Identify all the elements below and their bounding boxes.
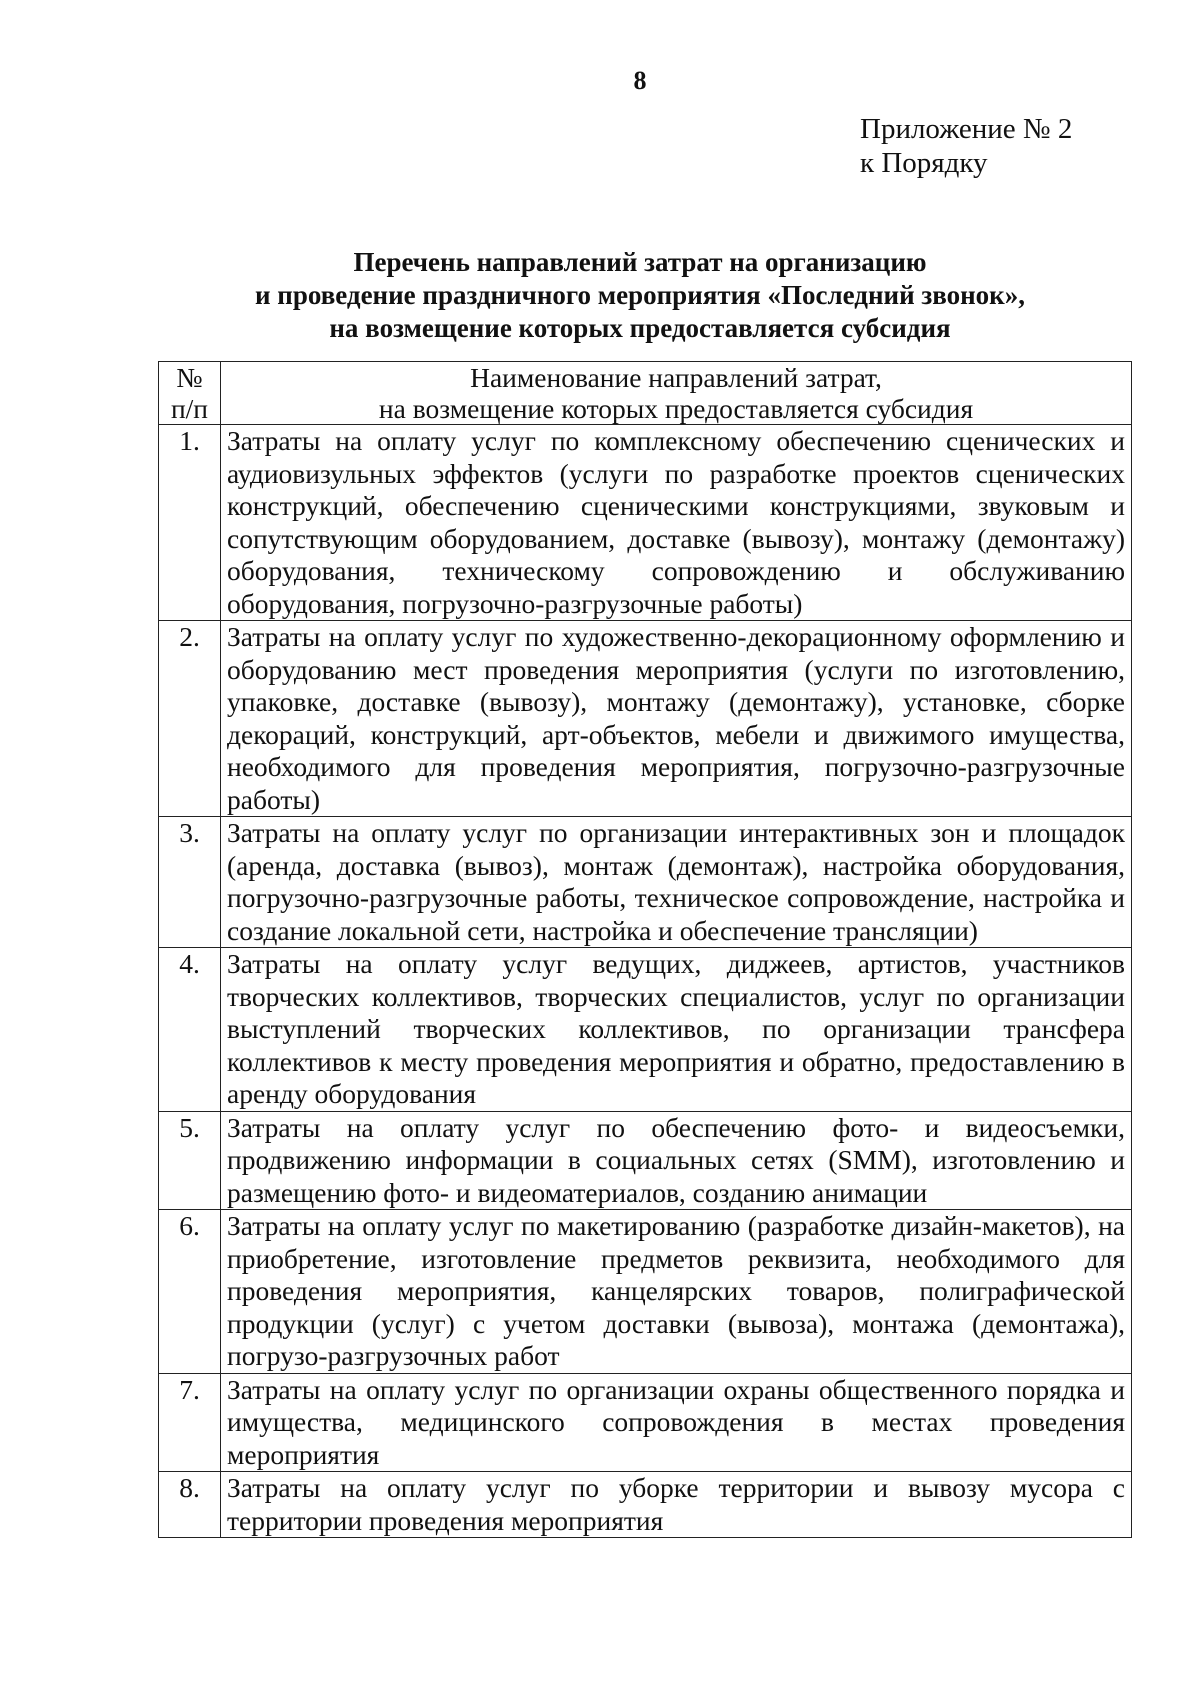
row-number: 2. [159, 621, 221, 817]
table-row [159, 621, 1132, 817]
table-header-row [159, 362, 1132, 425]
header-name-line-1: Наименование направлений затрат, [470, 362, 882, 393]
row-text: Затраты на оплату услуг по обеспечению фото- и видеосъемки, продвижению информации в социальных сетях (SMM), изготовлению и размещению фото- и видеоматериалов, созданию анимации [221, 1111, 1132, 1210]
document-title [150, 246, 1130, 345]
row-number: 3. [159, 817, 221, 948]
table-row [159, 817, 1132, 948]
title-line-1: Перечень направлений затрат на организацию [353, 247, 927, 277]
header-number-line-1: № [176, 362, 203, 393]
row-text: Затраты на оплату услуг ведущих, диджеев, артистов, участников творческих коллективов, творческих специалистов, услуг по организации выступлений творческих коллективов, по организации трансфера коллективов к месту проведения мероприятия и обратно, предоставлению в аренду оборудования [221, 948, 1132, 1112]
row-text: Затраты на оплату услуг по уборке территории и вывозу мусора с территории проведения мероприятия [221, 1472, 1132, 1538]
title-line-3: на возмещение которых предоставляется субсидия [329, 313, 951, 343]
table-row [159, 425, 1132, 621]
row-number: 1. [159, 425, 221, 621]
header-name [221, 362, 1132, 425]
row-number: 6. [159, 1210, 221, 1374]
page-number: 8 [633, 66, 647, 95]
table-row [159, 1111, 1132, 1210]
table-row [159, 1373, 1132, 1472]
header-name-line-2: на возмещение которых предоставляется субсидия [378, 393, 974, 424]
row-text: Затраты на оплату услуг по художественно-декорационному оформлению и оборудованию мест проведения мероприятия (услуги по изготовлению, упаковке, доставке (вывозу), монтажу (демонтажу), установке, сборке декораций, конструкций, арт-объектов, мебели и движимого имущества, необходимого для проведения мероприятия, погрузочно-разгрузочные работы) [221, 621, 1132, 817]
header-number [159, 362, 221, 425]
cost-directions-table [158, 361, 1132, 1538]
row-number: 5. [159, 1111, 221, 1210]
appendix-line-1: Приложение № 2 [860, 113, 1073, 145]
row-text: Затраты на оплату услуг по комплексному обеспечению сценических и аудиовизульных эффектов (услуги по разработке проектов сценических конструкций, обеспечению сценическими конструкциями, звуковым и сопутствующим оборудованием, доставке (вывозу), монтажу (демонтажу) оборудования, техническому сопровождению и обслуживанию оборудования, погрузочно-разгрузочные работы) [221, 425, 1132, 621]
row-number: 7. [159, 1373, 221, 1472]
row-text: Затраты на оплату услуг по организации охраны общественного порядка и имущества, медицинского сопровождения в местах проведения мероприятия [221, 1373, 1132, 1472]
row-number: 4. [159, 948, 221, 1112]
table-row [159, 948, 1132, 1112]
appendix-reference [860, 112, 1072, 180]
row-text: Затраты на оплату услуг по организации интерактивных зон и площадок (аренда, доставка (вывоз), монтаж (демонтаж), настройка оборудования, погрузочно-разгрузочные работы, техническое сопровождение, настройка и создание локальной сети, настройка и обеспечение трансляции) [221, 817, 1132, 948]
row-number: 8. [159, 1472, 221, 1538]
header-number-line-2: п/п [170, 393, 209, 424]
table-row [159, 1210, 1132, 1374]
appendix-line-2: к Порядку [860, 147, 988, 179]
table-row [159, 1472, 1132, 1538]
row-text: Затраты на оплату услуг по макетированию (разработке дизайн-макетов), на приобретение, изготовление предметов реквизита, необходимого для проведения мероприятия, канцелярских товаров, полиграфической продукции (услуг) с учетом доставки (вывоза), монтажа (демонтажа), погрузо-разгрузочных работ [221, 1210, 1132, 1374]
title-line-2: и проведение праздничного мероприятия «Последний звонок», [255, 280, 1025, 310]
